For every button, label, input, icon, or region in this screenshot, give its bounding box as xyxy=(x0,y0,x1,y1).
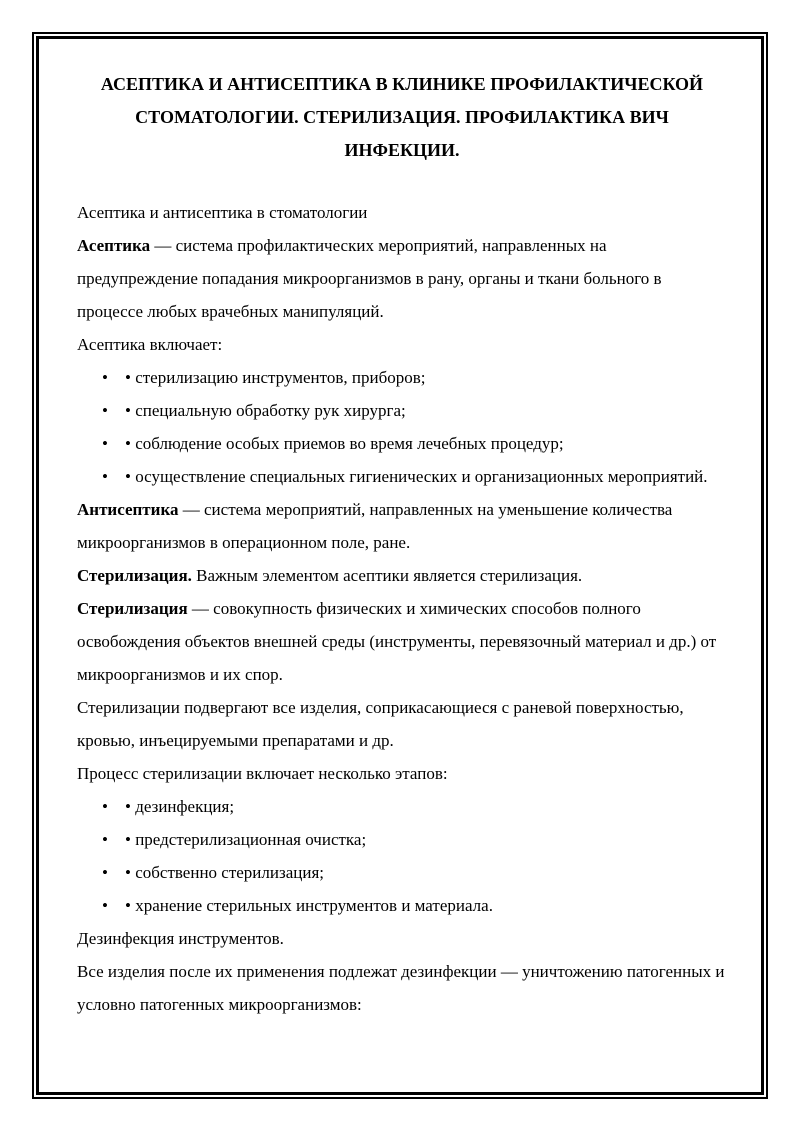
page-title: АСЕПТИКА И АНТИСЕПТИКА В КЛИНИКЕ ПРОФИЛАКТИЧЕСКОЙ СТОМАТОЛОГИИ. СТЕРИЛИЗАЦИЯ. ПРОФИЛАКТИКА ВИЧ ИНФЕКЦИИ. xyxy=(100,74,704,160)
sterilization-definition xyxy=(77,592,727,691)
list-item: • • собственно стерилизация; xyxy=(77,856,727,889)
disinfection-text: Все изделия после их применения подлежат дезинфекции — уничтожению патогенных и условно патогенных микроорганизмов: xyxy=(77,962,725,1014)
bullet-icon: • xyxy=(102,797,108,816)
list-item: • • соблюдение особых приемов во время лечебных процедур; xyxy=(77,427,727,460)
bullet-icon: • xyxy=(102,830,108,849)
sterilization-intro-term: Стерилизация. xyxy=(77,566,192,585)
list-item: • • предстерилизационная очистка; xyxy=(77,823,727,856)
disinfection-heading: Дезинфекция инструментов. xyxy=(77,929,284,948)
sterilization-intro xyxy=(77,559,727,592)
list-item: • • дезинфекция; xyxy=(77,790,727,823)
asepsis-definition xyxy=(77,229,727,328)
sterilization-term: Стерилизация xyxy=(77,599,188,618)
list-item: • • специальную обработку рук хирурга; xyxy=(77,394,727,427)
asepsis-includes-label: Асептика включает: xyxy=(77,335,223,354)
asepsis-list xyxy=(77,361,727,493)
antisepsis-term: Антисептика xyxy=(77,500,179,519)
antisepsis-definition xyxy=(77,493,727,559)
bullet-icon: • xyxy=(102,863,108,882)
asepsis-text: — система профилактических мероприятий, направленных на предупреждение попадания микроорганизмов в рану, органы и ткани больного в процессе любых врачебных манипуляций. xyxy=(77,236,662,321)
asepsis-term: Асептика xyxy=(77,236,151,255)
list-item: • • хранение стерильных инструментов и материала. xyxy=(77,889,727,922)
section-heading: Асептика и антисептика в стоматологии xyxy=(77,203,368,222)
document-body xyxy=(77,68,727,1021)
antisepsis-text: — система мероприятий, направленных на уменьшение количества микроорганизмов в операционном поле, ране. xyxy=(77,500,673,552)
list-item: • • стерилизацию инструментов, приборов; xyxy=(77,361,727,394)
bullet-icon: • xyxy=(102,401,108,420)
list-item: • • осуществление специальных гигиенических и организационных мероприятий. xyxy=(77,460,727,493)
sterilization-scope: Стерилизации подвергают все изделия, соприкасающиеся с раневой поверхностью, кровью, инъецируемыми препаратами и др. xyxy=(77,698,684,750)
bullet-icon: • xyxy=(102,368,108,387)
bullet-icon: • xyxy=(102,434,108,453)
process-intro: Процесс стерилизации включает несколько этапов: xyxy=(77,764,448,783)
bullet-icon: • xyxy=(102,467,108,486)
bullet-icon: • xyxy=(102,896,108,915)
sterilization-intro-text: Важным элементом асептики является стерилизация. xyxy=(191,566,583,585)
sterilization-text: — совокупность физических и химических способов полного освобождения объектов внешней среды (инструменты, перевязочный материал и др.) от микроорганизмов и их спор. xyxy=(77,599,717,684)
process-list xyxy=(77,790,727,922)
